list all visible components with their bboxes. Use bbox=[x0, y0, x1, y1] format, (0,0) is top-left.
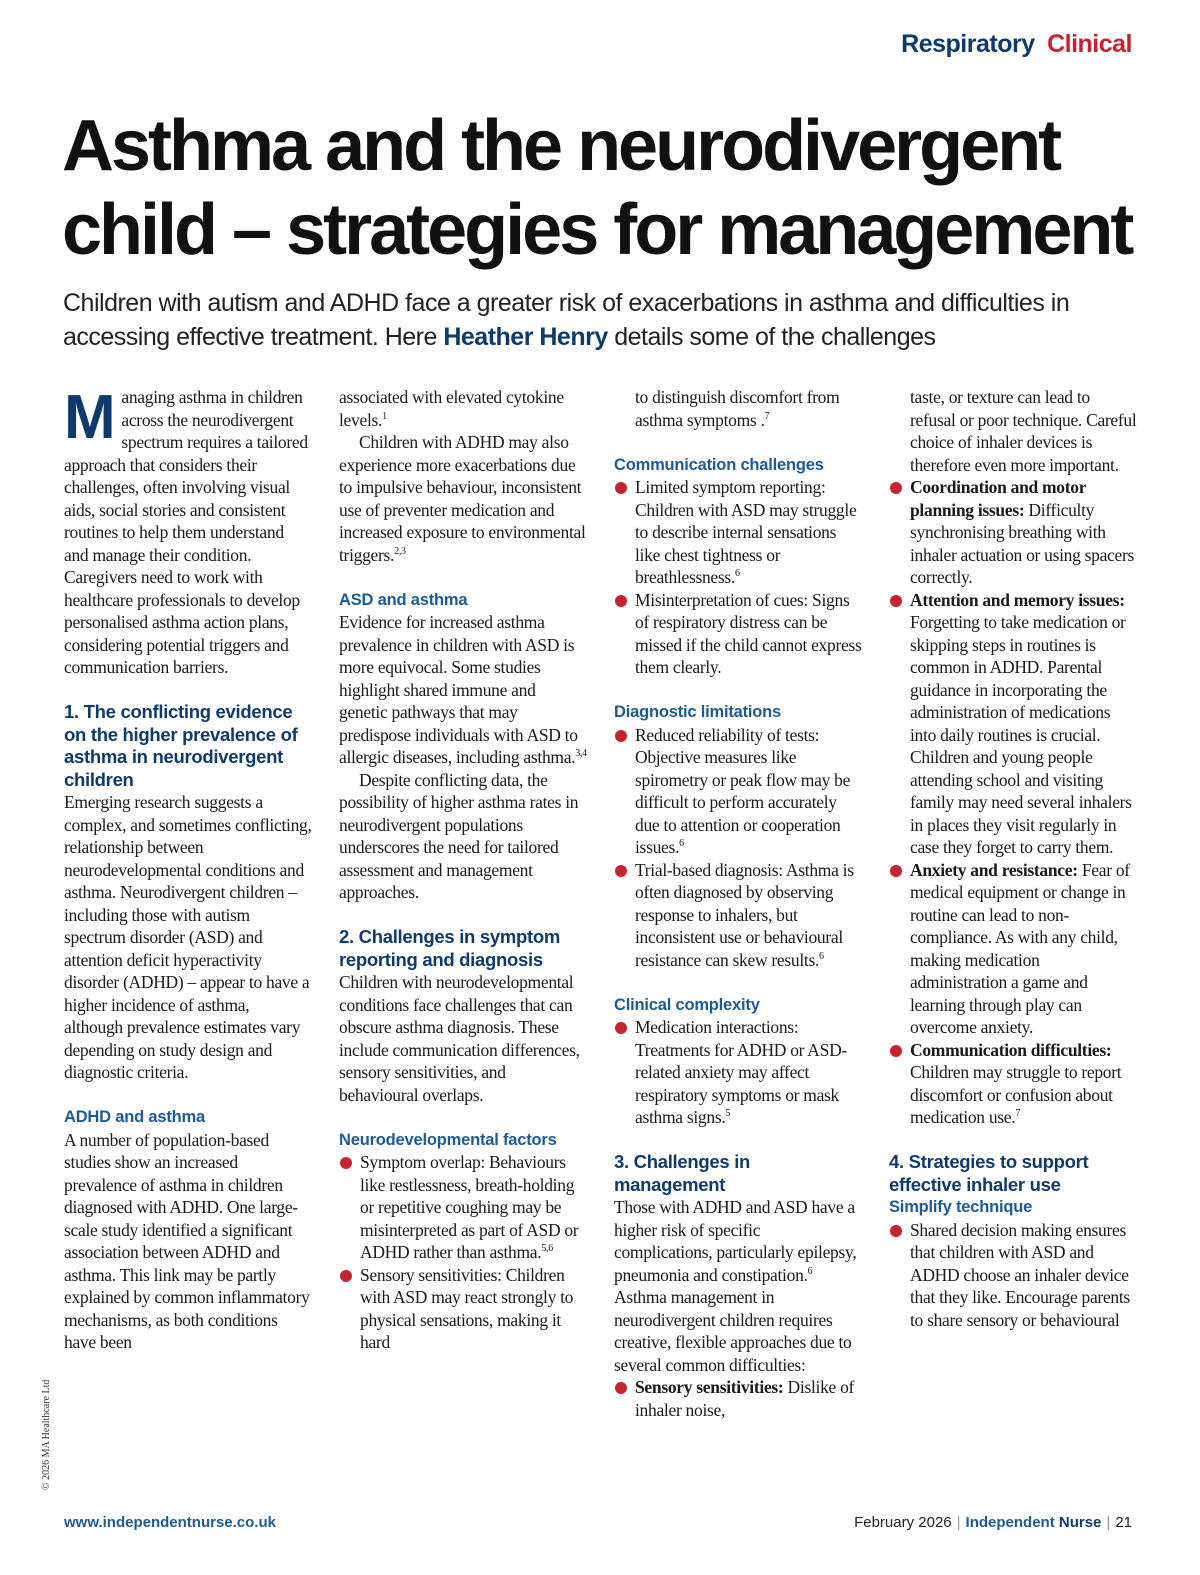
list-item bbox=[889, 859, 1137, 1039]
reference-marker: 7 bbox=[1015, 1108, 1021, 1120]
standfirst bbox=[63, 286, 1143, 354]
asd-asthma-body-text: Evidence for increased asthma prevalence in children with ASD is more equivocal. Some studies highlight shared immune and genetic pathways that may predispose individuals with ASD to allergic diseases, including asthma. bbox=[339, 612, 578, 767]
clinical-complexity-list bbox=[614, 1016, 862, 1129]
asd-asthma-body bbox=[339, 611, 587, 769]
neurodevelopmental-factors-list bbox=[339, 1151, 587, 1354]
neurodevelopmental-factors-heading: Neurodevelopmental factors bbox=[339, 1130, 557, 1149]
list-item-label: Communication difficulties: bbox=[910, 1039, 1112, 1060]
list-item bbox=[889, 476, 1137, 589]
list-item bbox=[339, 1151, 587, 1264]
website-link[interactable] bbox=[64, 1514, 276, 1531]
intro-text: anaging asthma in children across the neurodivergent spectrum requires a tailored approach that considers their challenges, often involving visual aids, social stories and consistent routines to help them understand and manage their condition. Caregivers need to work with healthcare professionals to develop personalised asthma action plans, considering potential triggers and communication barriers. bbox=[64, 387, 308, 677]
adhd-continued-text: associated with elevated cytokine levels. bbox=[339, 387, 564, 430]
simplify-technique-heading: Simplify technique bbox=[889, 1198, 1033, 1216]
adhd-asthma-body: A number of population-based studies show an increased prevalence of asthma in children diagnosed with ADHD. One large-scale study identified a significant association between ADHD and asthma. This link may be partly explained by common inflammatory mechanisms, as both conditions have been bbox=[64, 1129, 310, 1352]
section-tag-clinical: Clinical bbox=[1047, 30, 1132, 58]
list-item-text: Symptom overlap: Behaviours like restlessness, breath-holding or repetitive coughing may be misinterpreted as part of ASD or ADHD rather than asthma. bbox=[360, 1152, 579, 1262]
section-tag bbox=[901, 30, 1132, 59]
list-item bbox=[614, 859, 862, 972]
list-item-text: Limited symptom reporting: Children with ASD may struggle to describe internal sensations like chest tightness or breathlessness. bbox=[635, 477, 857, 587]
section-3-body-text-a: Those with ADHD and ASD have a higher risk of specific complications, particularly epilepsy, pneumonia and constipation. bbox=[614, 1197, 857, 1285]
list-item bbox=[339, 1264, 587, 1354]
list-item bbox=[614, 1376, 862, 1421]
management-difficulties-list-continued bbox=[889, 476, 1137, 1129]
section-tag-respiratory: Respiratory bbox=[901, 30, 1035, 58]
footer-divider: | bbox=[1106, 1514, 1111, 1531]
section-2-heading: 2. Challenges in symptom reporting and diagnosis bbox=[339, 926, 561, 970]
list-item bbox=[889, 1219, 1137, 1332]
standfirst-lead: Children with autism and ADHD face a greater risk of exacerbations in asthma and difficulties in accessing effective treatment. Here bbox=[63, 289, 1070, 351]
list-item-text: Children may struggle to report discomfort or confusion about medication use. bbox=[910, 1062, 1122, 1127]
list-item-text: Dislike of inhaler noise, bbox=[635, 1377, 855, 1420]
article-title-line-1: Asthma and the neurodivergent bbox=[62, 106, 1060, 186]
article-title-line-2: child – strategies for management bbox=[62, 190, 1132, 270]
article-column-3 bbox=[614, 386, 862, 1421]
list-item-text: Medication interactions: Treatments for ADHD or ASD-related anxiety may affect respiratory symptoms or mask asthma signs. bbox=[635, 1017, 847, 1127]
section-3-body bbox=[614, 1196, 862, 1376]
article-column-1 bbox=[64, 383, 312, 1354]
reference-marker: 7 bbox=[764, 410, 770, 422]
adhd-paragraph-2-text: Children with ADHD may also experience more exacerbations due to impulsive behaviour, inconsistent use of preventer medication and increased exposure to environmental triggers. bbox=[339, 432, 586, 565]
list-item bbox=[614, 1016, 862, 1129]
magazine-name-part-2: Nurse bbox=[1054, 1514, 1102, 1531]
reference-marker: 5,6 bbox=[541, 1243, 553, 1255]
list-item-label: Sensory sensitivities: bbox=[635, 1377, 784, 1397]
copyright-notice: © 2026 MA Healthcare Ltd bbox=[41, 1379, 52, 1490]
communication-challenges-heading: Communication challenges bbox=[614, 455, 824, 474]
diagnostic-limitations-heading: Diagnostic limitations bbox=[614, 703, 782, 721]
reference-marker: 6 bbox=[679, 838, 684, 850]
clinical-complexity-heading: Clinical complexity bbox=[614, 995, 760, 1014]
footer-divider: | bbox=[956, 1514, 961, 1531]
reference-marker: 6 bbox=[735, 568, 740, 580]
list-item-text: Difficulty synchronising breathing with inhaler actuation or using spacers correctly. bbox=[910, 499, 1135, 587]
list-item-text: Reduced reliability of tests: Objective measures like spirometry or peak flow may be difficult to perform accurately due to attention or cooperation issues. bbox=[635, 724, 851, 857]
simplify-technique-list bbox=[889, 1219, 1137, 1332]
communication-challenges-list bbox=[614, 476, 862, 679]
list-item bbox=[889, 589, 1137, 859]
article-column-4 bbox=[889, 386, 1137, 1331]
list-item bbox=[614, 589, 862, 679]
article-column-2 bbox=[339, 386, 587, 1354]
list-item-text: Trial-based diagnosis: Asthma is often diagnosed by observing response to inhalers, but inconsistent use or behavioural resistance can skew results. bbox=[635, 859, 854, 970]
website-link-part-2: nurse.co.uk bbox=[191, 1514, 276, 1531]
list-item-label: Anxiety and resistance: bbox=[910, 859, 1078, 880]
asd-asthma-heading: ASD and asthma bbox=[339, 590, 468, 609]
drop-cap: M bbox=[64, 383, 116, 452]
website-link-part-1: www.independent bbox=[64, 1514, 192, 1531]
list-item bbox=[614, 724, 862, 859]
list-item-label: Coordination and motor planning issues: bbox=[910, 477, 1086, 520]
reference-marker: 3,4 bbox=[575, 748, 587, 760]
list-item-text: Fear of medical equipment or change in routine can lead to non-compliance. As with any child, making medication administration a game and learning through play can overcome anxiety. bbox=[910, 859, 1130, 1037]
sensory-continued bbox=[614, 386, 862, 431]
reference-marker: 5 bbox=[725, 1108, 731, 1120]
sensory-continued-text: to distinguish discomfort from asthma symptoms . bbox=[635, 387, 840, 430]
author-name: Heather Henry bbox=[443, 323, 608, 351]
section-4-heading: 4. Strategies to support effective inhaler use bbox=[889, 1151, 1089, 1195]
section-3-heading: 3. Challenges in management bbox=[614, 1151, 751, 1195]
standfirst-tail: details some of the challenges bbox=[607, 323, 936, 351]
reference-marker: 6 bbox=[807, 1265, 813, 1277]
issue-date: February 2026 bbox=[854, 1514, 952, 1531]
list-item-text: Forgetting to take medication or skipping steps in routines is common in ADHD. Parental guidance in incorporating the administration of medications into daily routines is crucial. Children and young people attending school and visiting family may need several inhalers in places they visit regularly in case they forget to carry them. bbox=[910, 612, 1132, 857]
list-item-text: Sensory sensitivities: Children with ASD may react strongly to physical sensations, making it hard bbox=[360, 1264, 574, 1352]
diagnostic-limitations-list bbox=[614, 724, 862, 972]
page-number: 21 bbox=[1115, 1514, 1132, 1531]
article-title bbox=[62, 104, 1162, 272]
intro-paragraph bbox=[64, 383, 312, 679]
list-item bbox=[889, 1039, 1137, 1129]
list-item-label: Attention and memory issues: bbox=[910, 589, 1125, 610]
page-footer bbox=[854, 1514, 1132, 1531]
adhd-asthma-heading: ADHD and asthma bbox=[64, 1108, 205, 1126]
list-item-text: Shared decision making ensures that children with ASD and ADHD choose an inhaler device that they like. Encourage parents to share sensory or behavioural bbox=[910, 1219, 1130, 1330]
section-1-heading: 1. The conflicting evidence on the higher prevalence of asthma in neurodivergent children bbox=[64, 701, 298, 790]
reference-marker: 6 bbox=[819, 950, 824, 962]
section-1-body: Emerging research suggests a complex, and sometimes conflicting, relationship between neurodevelopmental conditions and asthma. Neurodivergent children – including those with autism spectrum disorder (ASD) and attention deficit hyperactivity disorder (ADHD) – appear to have a higher incidence of asthma, although prevalence estimates vary depending on study design and diagnostic criteria. bbox=[64, 792, 312, 1082]
sensory-continued-2: taste, or texture can lead to refusal or poor technique. Careful choice of inhaler devices is therefore even more important. bbox=[910, 387, 1137, 475]
management-difficulties-list bbox=[614, 1376, 862, 1421]
adhd-paragraph-2 bbox=[339, 431, 587, 566]
adhd-continued bbox=[339, 386, 587, 431]
section-3-body-text-b: Asthma management in neurodivergent children requires creative, flexible approaches due to several common difficulties: bbox=[614, 1287, 852, 1375]
asd-paragraph-2: Despite conflicting data, the possibility of higher asthma rates in neurodivergent populations underscores the need for tailored assessment and management approaches. bbox=[339, 769, 579, 902]
magazine-name-part-1: Independent bbox=[965, 1514, 1055, 1531]
reference-marker: 1 bbox=[382, 410, 387, 422]
section-2-body: Children with neurodevelopmental conditions face challenges that can obscure asthma diagnosis. These include communication differences, sensory sensitivities, and behavioural overlaps. bbox=[339, 972, 580, 1105]
reference-marker: 2,3 bbox=[394, 545, 406, 557]
list-item bbox=[614, 476, 862, 589]
list-item-text: Misinterpretation of cues: Signs of respiratory distress can be missed if the child cannot express them clearly. bbox=[635, 589, 862, 677]
